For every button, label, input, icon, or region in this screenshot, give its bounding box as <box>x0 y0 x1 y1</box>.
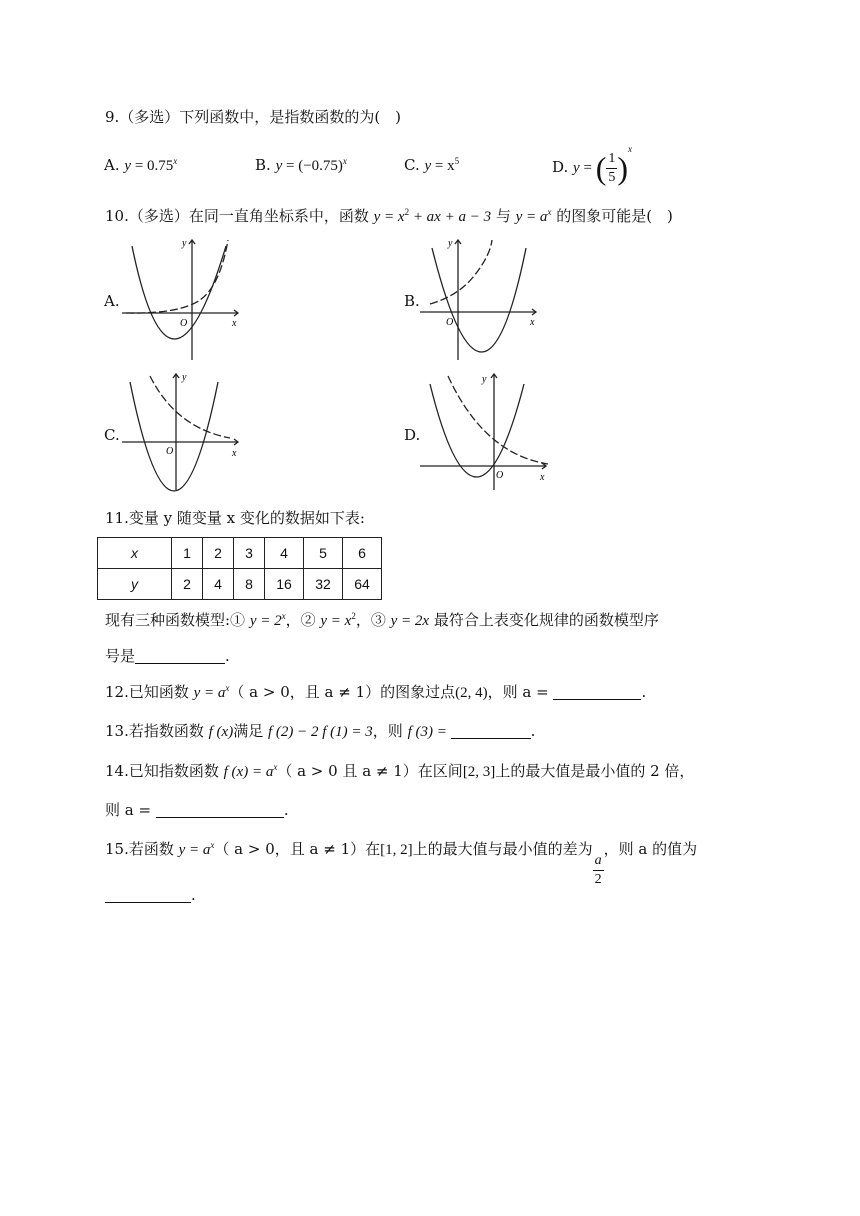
y-axis-label: y <box>182 238 187 249</box>
q9-stem: 9.（多选）下列函数中，是指数函数的为( ) <box>105 108 402 126</box>
table-row-y <box>98 569 382 600</box>
table-cell: 6 <box>343 538 382 569</box>
parabola-curve <box>132 246 226 339</box>
answer-blank[interactable] <box>135 649 225 664</box>
table-cell: 5 <box>304 538 343 569</box>
table-cell: x <box>98 538 172 569</box>
q10-graph-a <box>120 236 250 364</box>
x-axis-label: x <box>530 317 535 328</box>
q12-stem: 12.已知函数 $y = a^x$（ a > 0，且 a ≠ 1）的图象过点(2, 4)，则 a = . <box>105 683 647 701</box>
q11-stem: 11.变量 y 随变量 x 变化的数据如下表: <box>105 509 365 527</box>
table-cell: 8 <box>234 569 265 600</box>
answer-blank[interactable] <box>156 803 284 818</box>
q14-stem: 14.已知指数函数 f $(x) = a^x$（ a > 0 且 a ≠ 1）在区间[2, 3]上的最大值是最小值的 2 倍， <box>105 762 695 780</box>
exponential-curve <box>126 240 228 313</box>
answer-blank[interactable] <box>451 724 531 739</box>
q13-stem: 13.若指数函数 f (x)满足 f (2) − 2 f (1) = 3，则 f (3) = . <box>105 722 536 740</box>
exponential-curve <box>150 376 230 438</box>
table-cell: 64 <box>343 569 382 600</box>
q11-data-table <box>97 537 382 600</box>
x-axis-label: x <box>232 448 237 459</box>
y-axis-label: y <box>482 374 487 385</box>
table-cell: 4 <box>265 538 304 569</box>
table-cell: 16 <box>265 569 304 600</box>
y-axis-label: y <box>182 372 187 383</box>
x-axis-label: x <box>232 318 237 329</box>
table-cell: 2 <box>203 538 234 569</box>
exponential-curve <box>448 376 548 464</box>
x-axis-label: x <box>540 472 545 483</box>
q10-choice-b-label: B. <box>404 292 420 310</box>
q10-graph-c <box>120 370 250 494</box>
table-cell: 4 <box>203 569 234 600</box>
origin-label: O <box>166 446 174 457</box>
origin-label: O <box>180 318 188 329</box>
table-cell: 3 <box>234 538 265 569</box>
origin-label: O <box>446 317 454 328</box>
origin-label: O <box>496 470 504 481</box>
q15-answer-line: . <box>105 886 196 904</box>
q10-choice-d-label: D. <box>404 426 421 444</box>
table-cell: 1 <box>172 538 203 569</box>
answer-blank[interactable] <box>553 685 641 700</box>
q11-answer-line: 号是 . <box>105 647 230 665</box>
q10-graph-d <box>418 370 558 494</box>
table-cell: y <box>98 569 172 600</box>
q10-graph-b <box>418 236 548 364</box>
q9-option-c: C. $y = x^5$ <box>404 156 460 174</box>
q9-option-b: B. $y = (-0.75)^x$ <box>255 156 347 174</box>
table-row-x <box>98 538 382 569</box>
q11-models-line: 现有三种函数模型:① $y = 2^x$，② $y = x^2$，③ y = 2x 最符合上表变化规律的函数模型序 <box>105 611 659 629</box>
y-axis-label: y <box>448 238 453 249</box>
parabola-curve <box>430 384 524 477</box>
q9-option-a: A. $y = 0.75^x$ <box>104 156 178 174</box>
parabola-curve <box>130 382 218 491</box>
table-cell: 2 <box>172 569 203 600</box>
q9-option-d: D. y = ( $\frac{1}{5}$ )$^x$ <box>552 144 632 186</box>
q10-stem: 10.（多选）在同一直角坐标系中，函数 $y = x^2$ + ax + a − 3 与 $y = a^x$ 的图象可能是( ) <box>105 207 673 225</box>
q15-stem: 15.若函数 $y = a^x$（ a > 0，且 a ≠ 1）在[1, 2]上的最大值与最小值的差为 $\frac{a}{2}$ ，则 a 的值为 <box>105 840 698 887</box>
q10-choice-a-label: A. <box>104 292 120 310</box>
q10-choice-c-label: C. <box>104 426 120 444</box>
table-cell: 32 <box>304 569 343 600</box>
exponential-curve <box>430 240 492 304</box>
parabola-curve <box>432 248 526 352</box>
answer-blank[interactable] <box>105 888 191 903</box>
q14-answer-line: 则 a = . <box>105 801 289 819</box>
